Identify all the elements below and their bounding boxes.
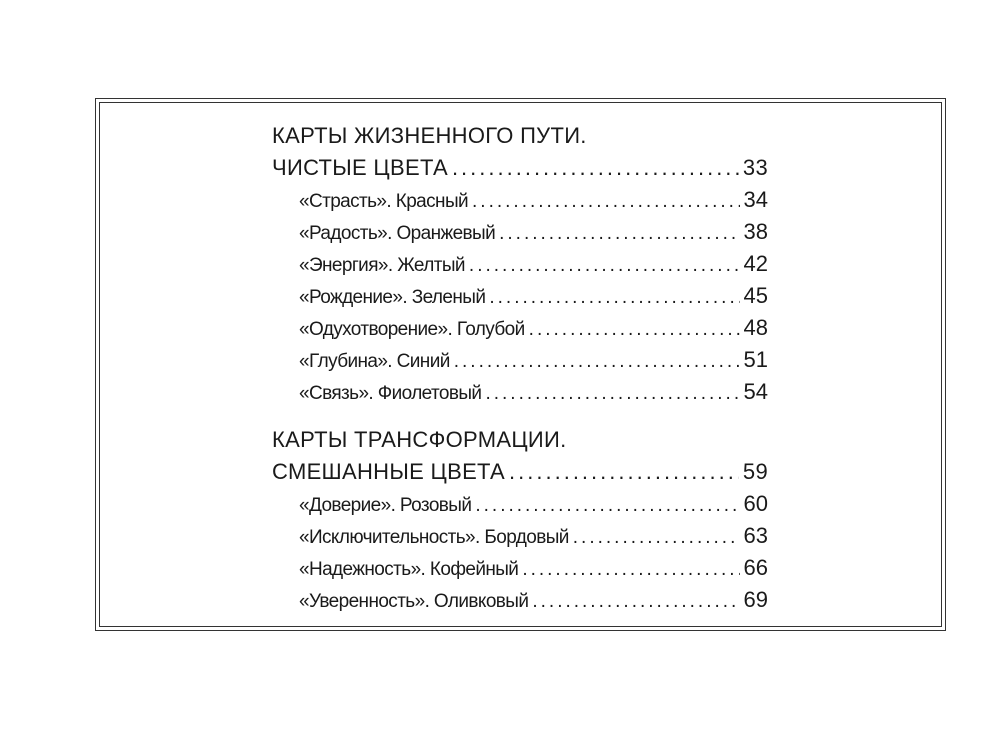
page-number: 63 bbox=[743, 523, 768, 548]
toc-section-2 bbox=[272, 424, 768, 616]
page-number: 45 bbox=[743, 283, 768, 308]
dot-leader bbox=[469, 250, 740, 282]
dot-leader bbox=[452, 152, 739, 184]
dot-leader bbox=[454, 346, 740, 378]
entry-label: «Связь». Фиолетовый bbox=[299, 383, 482, 404]
entry-label: «Радость». Оранжевый bbox=[299, 223, 496, 244]
toc-entry[interactable] bbox=[272, 184, 768, 216]
toc-section-1 bbox=[272, 120, 768, 408]
dot-leader bbox=[532, 586, 739, 618]
page-number: 59 bbox=[742, 459, 768, 484]
page-number: 38 bbox=[743, 219, 768, 244]
page-number: 60 bbox=[743, 491, 768, 516]
dot-leader bbox=[475, 490, 739, 522]
section-title-line2: ЧИСТЫЕ ЦВЕТА bbox=[272, 155, 448, 180]
toc-entry[interactable] bbox=[272, 344, 768, 376]
dot-leader bbox=[509, 456, 739, 488]
dot-leader bbox=[522, 554, 739, 586]
toc-entry[interactable] bbox=[272, 312, 768, 344]
entry-label: «Доверие». Розовый bbox=[299, 495, 472, 516]
section-title-line2: СМЕШАННЫЕ ЦВЕТА bbox=[272, 459, 506, 484]
page-number: 48 bbox=[743, 315, 768, 340]
page-number: 54 bbox=[743, 379, 768, 404]
entry-label: «Уверенность». Оливковый bbox=[299, 591, 529, 612]
toc-entry[interactable] bbox=[272, 488, 768, 520]
toc-entry[interactable] bbox=[272, 376, 768, 408]
toc-entry[interactable] bbox=[272, 584, 768, 616]
dot-leader bbox=[529, 314, 740, 346]
dot-leader bbox=[472, 186, 740, 218]
page-number: 51 bbox=[743, 347, 768, 372]
page-number: 42 bbox=[743, 251, 768, 276]
page-number: 33 bbox=[742, 155, 768, 180]
entry-label: «Исключительность». Бордовый bbox=[299, 527, 569, 548]
dot-leader bbox=[573, 522, 740, 554]
entry-label: «Надежность». Кофейный bbox=[299, 559, 519, 580]
section-title-line1: КАРТЫ ТРАНСФОРМАЦИИ. bbox=[272, 427, 567, 452]
toc-entry-section[interactable] bbox=[272, 456, 768, 488]
toc-entry[interactable] bbox=[272, 248, 768, 280]
toc-entry-section[interactable] bbox=[272, 152, 768, 184]
page-number: 69 bbox=[743, 587, 768, 612]
table-of-contents bbox=[272, 120, 768, 616]
entry-label: «Энергия». Желтый bbox=[299, 255, 465, 276]
entry-label: «Глубина». Синий bbox=[299, 351, 450, 372]
toc-entry[interactable] bbox=[272, 520, 768, 552]
page-number: 66 bbox=[743, 555, 768, 580]
dot-leader bbox=[485, 378, 739, 410]
page-number: 34 bbox=[743, 187, 768, 212]
dot-leader bbox=[489, 282, 739, 314]
toc-entry[interactable] bbox=[272, 216, 768, 248]
toc-entry[interactable] bbox=[272, 552, 768, 584]
entry-label: «Рождение». Зеленый bbox=[299, 287, 486, 308]
entry-label: «Страсть». Красный bbox=[299, 191, 469, 212]
section-title-line1: КАРТЫ ЖИЗНЕННОГО ПУТИ. bbox=[272, 123, 587, 148]
dot-leader bbox=[499, 218, 739, 250]
entry-label: «Одухотворение». Голубой bbox=[299, 319, 525, 340]
toc-entry[interactable] bbox=[272, 280, 768, 312]
